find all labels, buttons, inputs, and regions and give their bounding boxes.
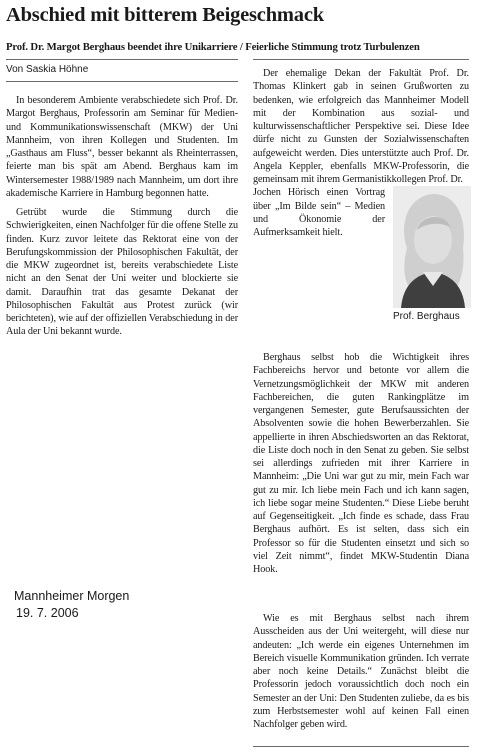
byline-rule-bottom [6,81,238,82]
byline: Von Saskia Höhne [6,64,89,75]
article-column-right-middle [253,351,469,576]
byline-rule [6,59,238,60]
source-stamp [14,588,129,622]
article-subheadline: Prof. Dr. Margot Berghaus beendet ihre Unikarriere / Feierliche Stimmung trotz Turbulenzen [6,41,420,53]
article-column-left [6,94,238,339]
paragraph-continued: Jochen Hörisch einen Vortrag über „Im Bilde sein“ – Medien und Ökonomie der Aufmerksamkeit hielt. [253,187,385,238]
publication-date: 19. 7. 2006 [16,606,79,620]
newspaper-name: Mannheimer Morgen [14,589,130,603]
paragraph: In besonderem Ambiente verabschiedete sich Prof. Dr. Margot Berghaus, Professorin am Seminar für Medien- und Kommunikationswissenschaft (MKW) der Uni Mannheim, von ihren Kollegen und Studenten. Im „Gasthaus am Fluss“, besser bekannt als Rheinterrassen, feierte man bis spät am Abend. Berghaus kam im Wintersemester 1988/1989 nach Mannheim, um dort ihre akademische Karriere in Hamburg begonnen hatte. [6,95,238,199]
paragraph: Getrübt wurde die Stimmung durch die Schwierigkeiten, einen Nachfolger für die offene Stelle zu finden. Kurz zuvor leitete das Rektorat eine von der Berufungskommission der Philosophischen Fakultät, der die MKW zugeordnet ist, bereits verabschiedete Liste nicht an den Senat der Uni weiter und blockierte sie damit. Daraufhin trat das gesamte Dekanat der Philosophischen Fakultät aus Protest zurück (wir berichteten), wie auf der offiziellen Verabschiedung in der Aula der Uni bekannt wurde. [6,207,238,338]
column-rule-top [253,59,469,60]
portrait-photo [393,186,471,308]
paragraph: Der ehemalige Dekan der Fakultät Prof. Dr. Thomas Klinkert gab in seinen Grußworten zu bedenken, wie erfolgreich das Mannheimer Modell mit der Kombination aus sozial- und kulturwissenschaftlicher Perspektive sei. Diese Idee dürfe nicht zu Gunsten der Sozialwissenschaften aufgeweicht werden. Dies unterstützte auch Prof. Dr. Angela Keppler, ebenfalls MKW-Professorin, die gemeinsam mit ihrem Germanistikkollegen Prof. Dr. [253,68,469,185]
article-column-right-bottom [253,612,469,731]
paragraph: Berghaus selbst hob die Wichtigkeit ihres Fachbereichs hervor und betonte vor allem die Vernetzungsmöglichkeit der MKW mit anderen Fachbereichen, die guten Rankingplätze im vergangenen Semester, gute Berufsaussichten der Absolventen sowie die hohen Bewerberzahlen. Sie appellierte in ihren Abschiedsworten an das Rektorat, die Liste doch noch in den Senat zu geben. Sie selbst sei allerdings zufrieden mit ihrer Karriere in Mannheim: „Die Uni war gut zu mir, mein Fach war gut zu mir. Ich liebe mein Fach und ich kann sagen, ich liebe sogar meine Studenten.“ Diese Liebe beruht auf Gegenseitigkeit. „Ich finde es schade, dass Frau Berghaus aufhört. Es ist selten, dass sich ein Professor so für die Studenten einsetzt und sich so viel Zeit nimmt“, findet MKW-Studentin Diana Hook. [253,352,469,575]
photo-caption: Prof. Berghaus [393,311,460,322]
column-rule-bottom [253,746,469,747]
portrait-image [393,186,471,308]
article-headline: Abschied mit bitterem Beigeschmack [6,4,324,26]
paragraph: Wie es mit Berghaus selbst nach ihrem Ausscheiden aus der Uni weitergeht, will diese nur andeuten: „Ich werde ein eigenes Unternehmen im Bereich visuelle Kommunikation gründen. Ich verrate aber noch keine Details.“ Zunächst bleibt die Professorin jedoch voraussichtlich doch noch ein Semester an der Uni: Den Studenten zuliebe, da es bis zum Herbstsemester wohl auf keinen Fall einen Nachfolger geben wird. [253,613,469,730]
